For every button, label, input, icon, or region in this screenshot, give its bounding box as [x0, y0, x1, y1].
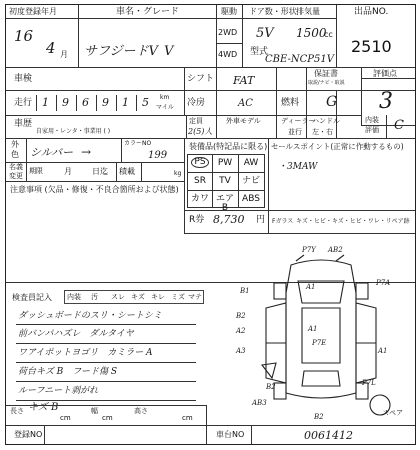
- tag-dirt: 汚: [91, 293, 98, 301]
- recycle-value: 8,730: [213, 213, 245, 226]
- drive-4wd: 4WD: [218, 50, 238, 59]
- height-label: 高さ: [134, 407, 148, 415]
- handle-label: ハンドル: [312, 117, 340, 125]
- capacity-label: 定員: [189, 117, 203, 125]
- height-cm: cm: [182, 414, 193, 422]
- inspector-line: ワアイポットヨゴリ カミラー A: [18, 348, 153, 358]
- drive-2wd: 2WD: [218, 28, 238, 37]
- drive-label: 駆動: [221, 7, 237, 16]
- displacement-label: 排気量: [296, 7, 320, 16]
- diag-label: A3: [236, 347, 246, 355]
- color-value: シルバー: [30, 146, 73, 159]
- equip-ps-circle: PS: [191, 157, 208, 168]
- load-label: 積載: [119, 167, 135, 176]
- capacity-value: 2(5)人: [188, 127, 213, 136]
- diag-label: P7A: [376, 279, 391, 287]
- shift-value: FAT: [233, 74, 255, 87]
- length-label: 長さ: [10, 407, 24, 415]
- equip-aw: AW: [243, 158, 259, 168]
- reg-year-label: 初度登録年月: [9, 7, 57, 16]
- chassis-value: 0061412: [304, 429, 353, 442]
- score-value: 3: [379, 89, 393, 114]
- diag-label: A1: [378, 347, 388, 355]
- equip-pw: PW: [217, 158, 233, 168]
- width-cm: cm: [102, 414, 113, 422]
- mileage-digit: 5: [142, 96, 149, 109]
- equip-abs: ABS: [242, 194, 260, 204]
- tag-wear: スレ: [111, 293, 125, 301]
- diag-label: B2: [266, 383, 276, 391]
- grade-value: V: [164, 44, 174, 59]
- period-day-label: 日迄: [92, 167, 108, 176]
- windshield-label: Fガラス: [272, 218, 294, 225]
- equip-sr: SR: [194, 176, 206, 186]
- length-cm: cm: [60, 414, 71, 422]
- tag-ミズ: ミズ: [171, 293, 185, 301]
- mileage-label: 走行: [14, 98, 33, 108]
- color-label-bottom: 色: [11, 150, 19, 159]
- fuel-label: 燃料: [281, 98, 300, 108]
- equipment-label: 装備品(特記品に限る): [189, 142, 268, 151]
- inspector-line: 前バンパハズレ ダルタイヤ: [18, 329, 134, 339]
- warranty-label: 保証書: [314, 69, 338, 78]
- reg-no-label: 登録NO: [14, 430, 43, 439]
- mileage-digit: 9: [62, 96, 69, 109]
- score-label: 評価点: [373, 69, 397, 78]
- diag-label: B2: [314, 413, 324, 421]
- tag-interior: 内装: [67, 293, 81, 301]
- inspector-line: キズ B: [28, 402, 59, 413]
- equip-leather: カワ: [190, 194, 209, 204]
- dealer-label: ディーラー: [281, 117, 316, 125]
- exterior-label: 外車モデル: [226, 117, 261, 125]
- equip-navi: ナビ: [241, 176, 260, 186]
- mileage-digits: [36, 95, 156, 111]
- tag-burn: マテ: [188, 293, 202, 301]
- diag-label: AB3: [252, 399, 267, 407]
- interior-value: C: [394, 118, 404, 133]
- door-value: 5V: [256, 26, 274, 41]
- year-value: 16: [14, 27, 34, 45]
- diag-label: P7L: [362, 379, 376, 387]
- period-month-label: 月: [64, 167, 72, 176]
- handle-value: 左・右: [312, 128, 333, 136]
- history-label: 車歴: [14, 119, 33, 129]
- chassis-label: 車台NO: [216, 430, 245, 439]
- door-label: ドア数・形状: [249, 7, 297, 16]
- warranty-sub: 取説/ナビ・取説: [308, 80, 345, 86]
- diag-label: P7E: [312, 339, 327, 347]
- diag-label: P7Y: [302, 246, 316, 254]
- tag-scratch: キズ: [131, 293, 145, 301]
- inspector-label: 検査員記入: [12, 293, 52, 302]
- period-label: 期限: [29, 167, 43, 175]
- interior-label: 内装: [365, 116, 379, 124]
- mileage-digit: 6: [82, 96, 89, 109]
- diag-label: AB2: [328, 246, 343, 254]
- month-unit: 月: [60, 50, 68, 59]
- mileage-digit: 1: [42, 96, 49, 109]
- cc-unit: cc: [324, 30, 333, 39]
- diag-label: A1: [306, 283, 316, 291]
- tag-cut: キレ: [151, 293, 165, 301]
- diag-label: B1: [240, 287, 250, 295]
- aircon-label: 冷房: [187, 98, 206, 108]
- inspector-line: ダッシュボードのスリ・シートシミ: [18, 311, 162, 321]
- month-value: 4: [46, 39, 56, 57]
- equip-airbag: エアB: [215, 194, 234, 213]
- km-label: km: [160, 94, 170, 101]
- sales-value: ・3MAW: [278, 162, 318, 172]
- dealer-value: 並行: [288, 128, 302, 136]
- inspector-line: 荷台キズ B フード傷 S: [18, 367, 118, 377]
- equipment-grid: [187, 154, 265, 213]
- diag-label: A1: [308, 325, 318, 333]
- recycle-unit: 円: [256, 215, 266, 225]
- inspector-line: ルーフニート剥がれ: [18, 386, 99, 396]
- color-arrow: →: [81, 145, 92, 159]
- sales-label: セールスポイント(正常に作動するもの): [271, 142, 404, 151]
- name-change-sub: 変更: [9, 172, 23, 180]
- load-kg-label: kg: [174, 170, 182, 177]
- history-options: 自家用・レンタ・事業用 ( ): [36, 128, 111, 135]
- fuel-value: G: [326, 94, 338, 110]
- shift-label: シフト: [187, 74, 215, 84]
- windshield-options: キズ・ヒビ・キズ・ヒビ・ワレ・リペア跡: [296, 218, 410, 225]
- caution-label: 注意事項 (欠品・修復・不良合箇所および状態): [10, 185, 179, 194]
- mileage-digit: 9: [102, 96, 109, 109]
- inspector-tags: [64, 290, 204, 304]
- doc-no-label: 出品NO.: [354, 7, 389, 17]
- color-label-top: 外: [11, 140, 19, 149]
- equip-ps: [190, 157, 210, 168]
- interior-sub: 評価: [365, 126, 379, 134]
- mileage-digit: 1: [122, 96, 129, 109]
- doc-no-value: 2510: [351, 37, 392, 56]
- spare-label: スペア: [382, 409, 403, 417]
- aircon-value: AC: [238, 98, 253, 109]
- diag-label: A2: [236, 327, 246, 335]
- diag-label: B2: [236, 312, 246, 320]
- color-no-value: 199: [148, 150, 168, 161]
- model-label: 型式: [250, 47, 269, 57]
- model-value: CBE-NCP51V: [265, 54, 334, 65]
- color-no-label: カラーNO: [124, 140, 152, 147]
- equip-tv: TV: [219, 176, 231, 186]
- car-name-label: 車名・グレード: [116, 7, 180, 17]
- name-change-label: 名義: [9, 163, 23, 171]
- mile-label: マイル: [156, 104, 174, 111]
- inspection-label: 車検: [14, 74, 33, 84]
- width-label: 幅: [91, 407, 98, 415]
- recycle-label: R券: [189, 215, 205, 225]
- displacement-value: 1500: [296, 26, 327, 40]
- car-diagram: [236, 246, 406, 423]
- auction-sheet: [5, 4, 416, 445]
- car-name-value: サフジードV: [84, 44, 158, 59]
